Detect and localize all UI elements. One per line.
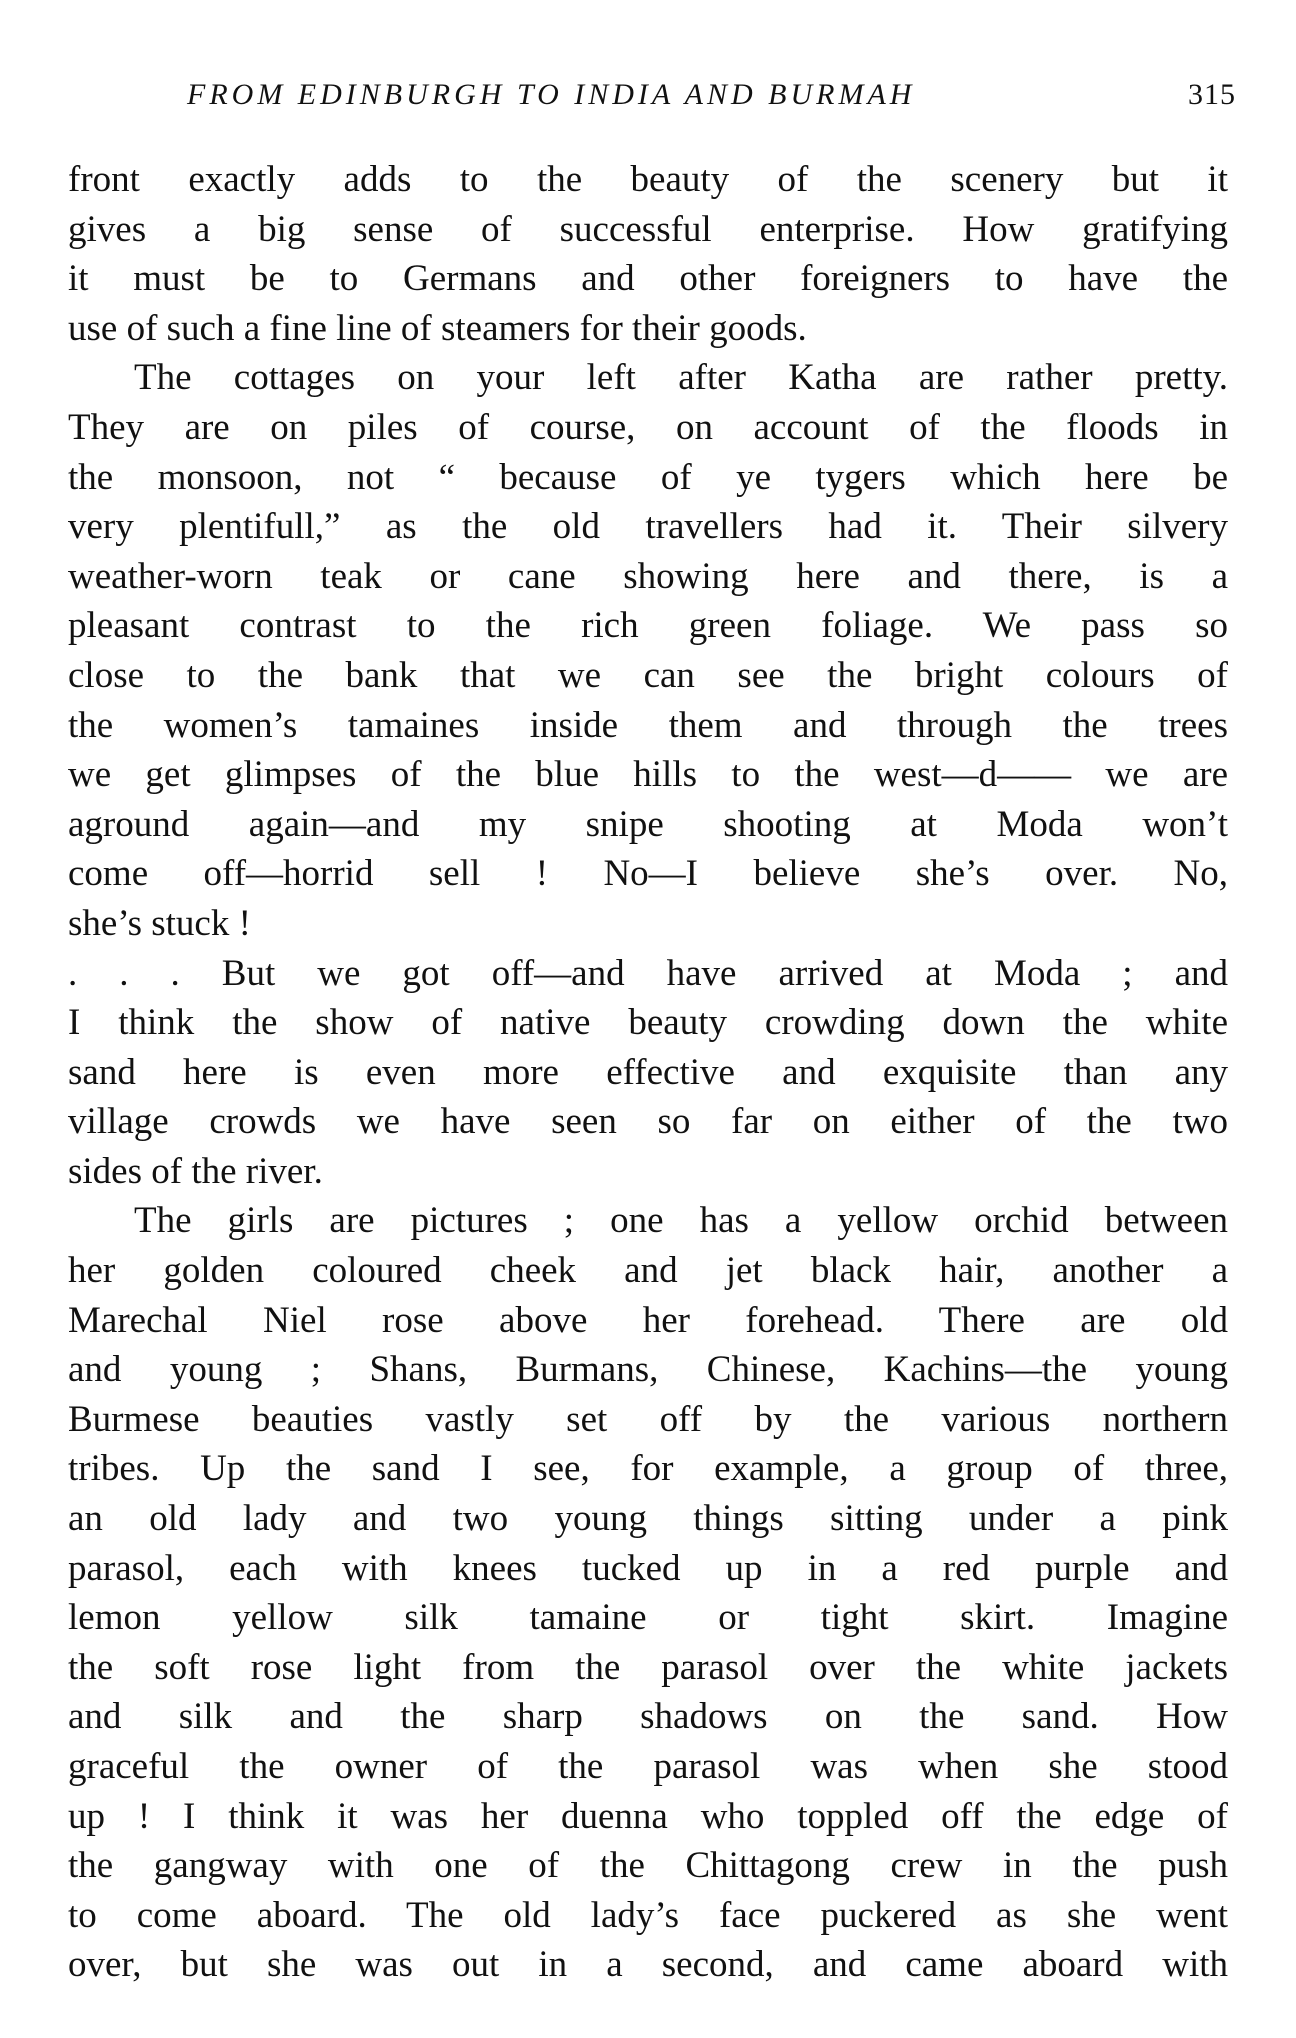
text-line: The girls are pictures ; one has a yellow orchid between — [134, 1200, 1228, 1242]
page-header — [72, 78, 1236, 118]
text-line: over, but she was out in a second, and came aboard with — [68, 1944, 1228, 1986]
text-line: very plentifull,” as the old travellers had it. Their silvery — [68, 506, 1228, 548]
text-line: close to the bank that we can see the bright colours of — [68, 654, 1228, 696]
text-line: an old lady and two young things sitting under a pink — [68, 1498, 1228, 1540]
text-line: sand here is even more effective and exquisite than any — [68, 1051, 1228, 1093]
text-line: she’s stuck ! — [68, 902, 251, 944]
page-number: 315 — [1188, 78, 1236, 111]
text-line: sides of the river. — [68, 1150, 323, 1192]
text-line: weather-worn teak or cane showing here and there, is a — [68, 555, 1228, 597]
text-line: They are on piles of course, on account of the floods in — [68, 406, 1228, 448]
text-line: gives a big sense of successful enterprise. How gratifying — [68, 208, 1228, 250]
text-line: lemon yellow silk tamaine or tight skirt. Imagine — [68, 1597, 1228, 1639]
text-line: use of such a fine line of steamers for their goods. — [68, 307, 807, 349]
text-line: village crowds we have seen so far on either of the two — [68, 1101, 1228, 1143]
text-line: Marechal Niel rose above her forehead. There are old — [68, 1299, 1228, 1341]
text-line: tribes. Up the sand I see, for example, a group of three, — [68, 1448, 1228, 1490]
text-line: up ! I think it was her duenna who toppled off the edge of — [68, 1795, 1228, 1837]
text-line: and silk and the sharp shadows on the sand. How — [68, 1696, 1228, 1738]
text-line: the women’s tamaines inside them and through the trees — [68, 704, 1228, 746]
text-line: and young ; Shans, Burmans, Chinese, Kachins—the young — [68, 1349, 1228, 1391]
text-line: pleasant contrast to the rich green foliage. We pass so — [68, 605, 1228, 647]
text-line: parasol, each with knees tucked up in a red purple and — [68, 1547, 1228, 1589]
body-text — [68, 155, 1228, 1990]
text-line: the monsoon, not “ because of ye tygers which here be — [68, 456, 1228, 498]
text-line: graceful the owner of the parasol was when she stood — [68, 1746, 1228, 1787]
text-line: come off—horrid sell ! No—I believe she’s over. No, — [68, 853, 1228, 895]
text-line: front exactly adds to the beauty of the scenery but it — [68, 159, 1228, 200]
text-line: we get glimpses of the blue hills to the west—d—— we are — [68, 754, 1228, 796]
text-line: I think the show of native beauty crowding down the white — [68, 1002, 1228, 1044]
text-line: the gangway with one of the Chittagong crew in the push — [68, 1845, 1228, 1887]
text-line: The cottages on your left after Katha are rather pretty. — [134, 357, 1228, 399]
running-title: FROM EDINBURGH TO INDIA AND BURMAH — [187, 78, 916, 111]
text-line: aground again—and my snipe shooting at Moda won’t — [68, 803, 1228, 845]
text-line: the soft rose light from the parasol over the white jackets — [68, 1646, 1228, 1688]
text-line: Burmese beauties vastly set off by the various northern — [68, 1398, 1228, 1440]
text-line: it must be to Germans and other foreigners to have the — [68, 258, 1228, 300]
text-line: . . . But we got off—and have arrived at Moda ; and — [68, 952, 1228, 994]
text-line: her golden coloured cheek and jet black hair, another a — [68, 1250, 1228, 1292]
text-line: to come aboard. The old lady’s face puckered as she went — [68, 1894, 1228, 1936]
